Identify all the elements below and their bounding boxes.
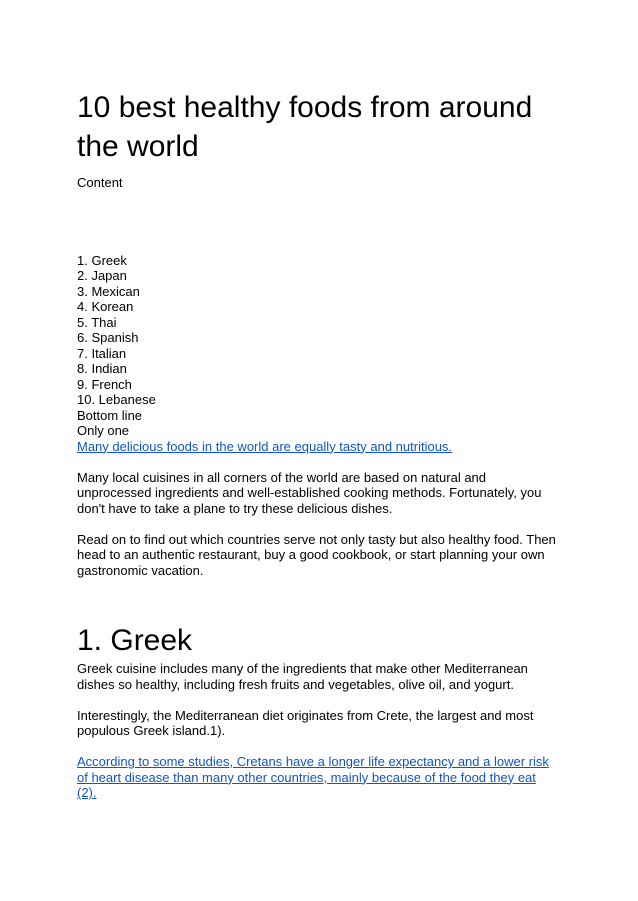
intro-paragraph-1: Many local cuisines in all corners of the world are based on natural and unprocessed ingredients and well-established cooking methods. Fortunately, you don't have to take a plane to try these delicious dishes. bbox=[77, 469, 542, 516]
toc-item-spanish[interactable]: 6. Spanish bbox=[77, 330, 139, 345]
document-subtitle: Content bbox=[77, 175, 123, 190]
toc-item-french[interactable]: 9. French bbox=[77, 376, 132, 392]
section-heading-greek: 1. Greek bbox=[77, 624, 193, 657]
intro-link[interactable]: Many delicious foods in the world are equally tasty and nutritious. bbox=[77, 438, 453, 454]
toc-item-korean[interactable]: 4. Korean bbox=[77, 299, 134, 314]
toc-item-thai[interactable]: 5. Thai bbox=[77, 314, 117, 330]
toc-item-only-one[interactable]: Only one bbox=[77, 423, 130, 438]
greek-study-link[interactable]: According to some studies, Cretans have a longer life expectancy and a lower risk of heart disease than many other countries, mainly because of the food they eat (2). bbox=[77, 754, 549, 800]
toc-item-indian[interactable]: 8. Indian bbox=[77, 361, 127, 376]
document-title: 10 best healthy foods from around the world bbox=[77, 91, 533, 163]
toc-item-italian[interactable]: 7. Italian bbox=[77, 345, 127, 361]
document-page bbox=[77, 88, 557, 801]
greek-paragraph-2: Interestingly, the Mediterranean diet originates from Crete, the largest and most populous Greek island.1). bbox=[77, 707, 534, 738]
toc-item-greek[interactable]: 1. Greek bbox=[77, 252, 127, 268]
toc-item-mexican[interactable]: 3. Mexican bbox=[77, 283, 140, 299]
toc-item-bottom-line[interactable]: Bottom line bbox=[77, 407, 143, 423]
toc-item-lebanese[interactable]: 10. Lebanese bbox=[77, 392, 156, 407]
toc-item-japan[interactable]: 2. Japan bbox=[77, 268, 127, 283]
intro-paragraph-2: Read on to find out which countries serve not only tasty but also healthy food. Then head to an authentic restaurant, buy a good cookbook, or start planning your own gastronomic vacation. bbox=[77, 531, 556, 578]
greek-link-paragraph bbox=[77, 754, 557, 801]
greek-paragraph-1: Greek cuisine includes many of the ingredients that make other Mediterranean dishes so healthy, including fresh fruits and vegetables, olive oil, and yogurt. bbox=[77, 661, 528, 692]
table-of-contents bbox=[77, 253, 557, 439]
